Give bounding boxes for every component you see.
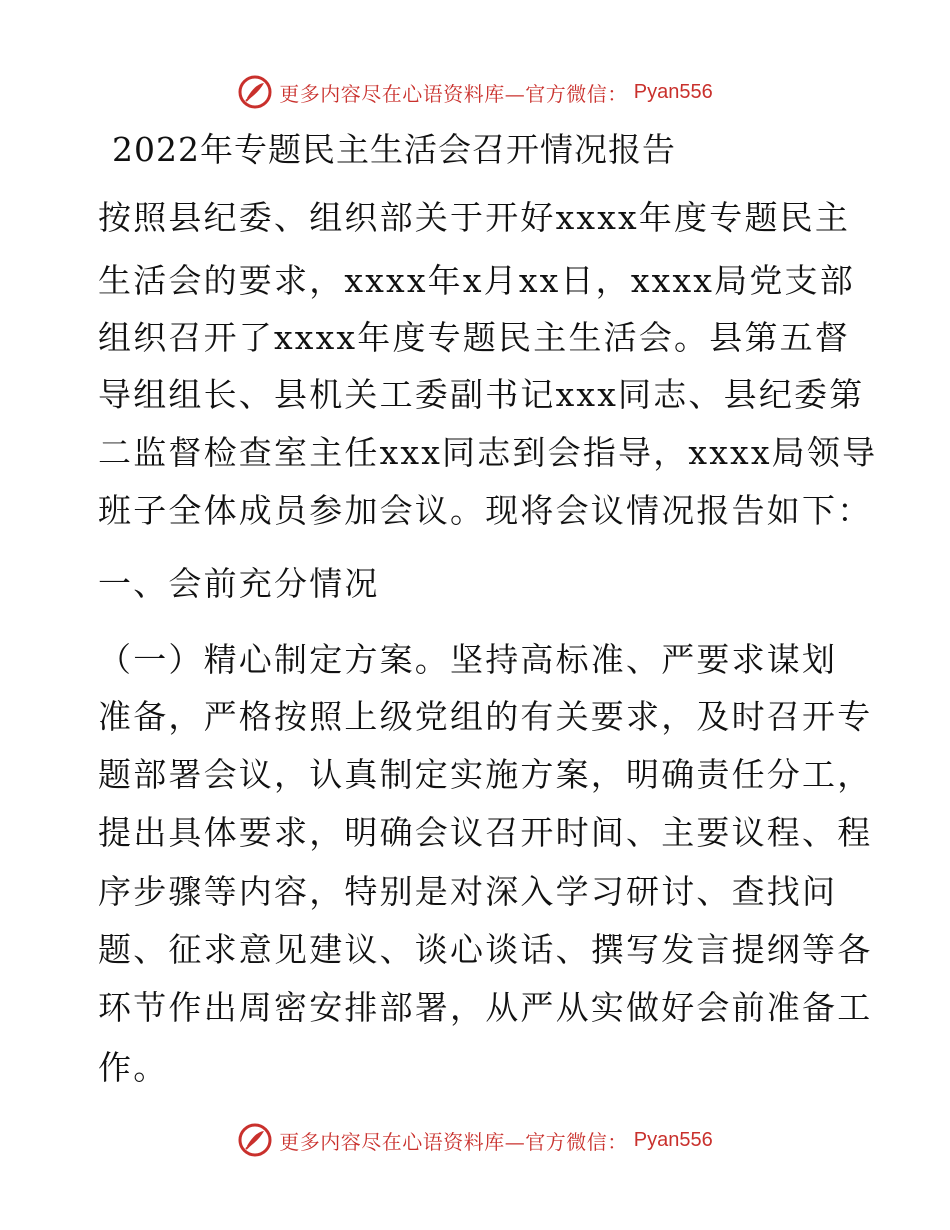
watermark-wechat-id: Pyan556 [633, 1128, 713, 1151]
paragraph-line: 环节作出周密安排部署，从严从实做好会前准备工 [98, 988, 873, 1027]
quill-book-logo-icon [237, 1122, 273, 1158]
paragraph-line: 提出具体要求，明确会议召开时间、主要议程、程 [98, 813, 873, 852]
paragraph-line: 序步骤等内容，特别是对深入学习研讨、查找问 [98, 872, 838, 911]
paragraph-line: （一）精心制定方案。坚持高标准、严要求谋划 [98, 640, 838, 679]
section-heading: 一、会前充分情况 [98, 564, 380, 603]
paragraph-line: 准备，严格按照上级党组的有关要求，及时召开专 [98, 697, 873, 736]
paragraph-line: 二监督检查室主任xxx同志到会指导，xxxx局领导 [98, 433, 878, 472]
watermark-wechat-id: Pyan556 [633, 80, 713, 103]
watermark-text: 更多内容尽在心语资料库—官方微信： [279, 81, 628, 106]
paragraph-line: 按照县纪委、组织部关于开好xxxx年度专题民主 [98, 198, 851, 237]
paragraph-line: 题、征求意见建议、谈心谈话、撰写发言提纲等各 [98, 930, 873, 969]
paragraph-line: 作。 [98, 1048, 169, 1087]
paragraph-line: 组织召开了xxxx年度专题民主生活会。县第五督 [98, 318, 851, 357]
header-watermark [0, 70, 950, 114]
paragraph-line: 班子全体成员参加会议。现将会议情况报告如下： [98, 491, 873, 530]
paragraph-line: 生活会的要求，xxxx年x月xx日，xxxx局党支部 [98, 261, 855, 300]
watermark-text: 更多内容尽在心语资料库—官方微信： [279, 1129, 628, 1154]
paragraph-line: 题部署会议，认真制定实施方案，明确责任分工， [98, 755, 873, 794]
quill-book-logo-icon [237, 74, 273, 110]
footer-watermark [0, 1118, 950, 1162]
document-title: 2022年专题民主生活会召开情况报告 [112, 130, 676, 169]
paragraph-line: 导组组长、县机关工委副书记xxx同志、县纪委第 [98, 375, 865, 414]
